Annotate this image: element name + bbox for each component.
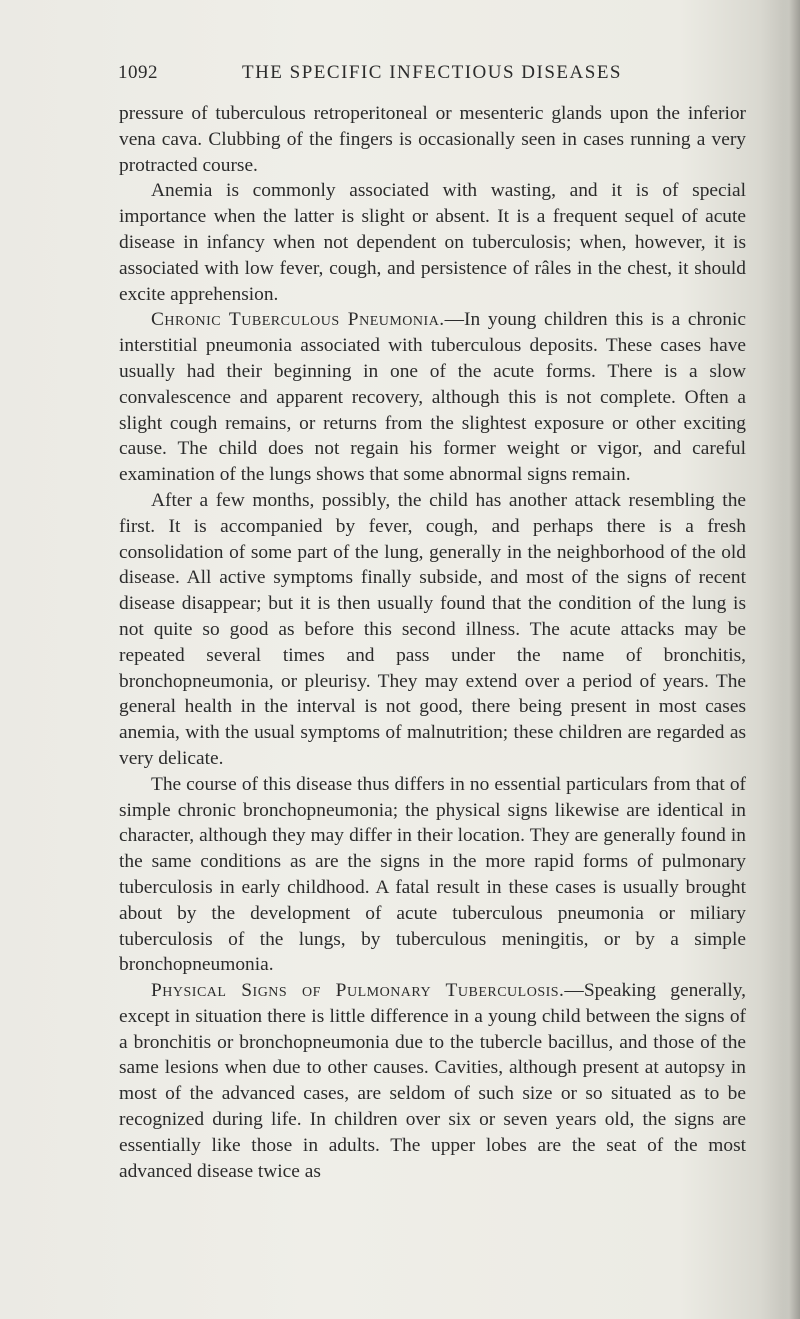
paragraph-text: After a few months, possibly, the child has another attack resembling the first. It is accompanied by fever, cough, and perhaps there is a fresh consolidation of some part of the lung, generally in the neighborhood of the old disease. All active symptoms finally subside, and most of the signs of recent disease disappear; but it is then usually found that the condition of the lung is not quite so good as before this second illness. The acute attacks may be repeated several times and pass under the name of bronchitis, bronchopneumonia, or pleurisy. They may extend over a period of years. The general health in the interval is not good, there being present in most cases anemia, with the usual symptoms of malnutrition; these children are regarded as very delicate. bbox=[119, 489, 746, 769]
page-header bbox=[118, 62, 746, 92]
paragraph-text: Anemia is commonly associated with wasting, and it is of special importance when the latter is slight or absent. It is a frequent sequel of acute disease in infancy when not dependent on tuberculosis; when, however, it is associated with low fever, cough, and persistence of râles in the chest, it should excite apprehension. bbox=[119, 180, 746, 305]
paragraph bbox=[119, 488, 746, 772]
paragraph-text: —Speaking generally, except in situation there is little difference in a young child between the signs of a bronchitis or bronchopneumonia due to the tubercle bacillus, and those of the same lesions when due to other causes. Cavities, although present at autopsy in most of the advanced cases, are seldom of such size or so situated as to be recognized during life. In children over six or seven years old, the signs are essentially like those in adults. The upper lobes are the seat of the most advanced disease twice as bbox=[119, 980, 746, 1182]
paragraph bbox=[119, 772, 746, 978]
paragraph bbox=[119, 978, 746, 1184]
paragraph bbox=[119, 101, 746, 178]
page-number: 1092 bbox=[118, 62, 158, 83]
paragraph-text: pressure of tuberculous retroperitoneal or mesenteric glands upon the inferior vena cava. Clubbing of the fingers is occasionally seen in cases running a very protracted course. bbox=[119, 103, 746, 176]
body-text bbox=[119, 101, 746, 1184]
running-head: THE SPECIFIC INFECTIOUS DISEASES bbox=[241, 62, 622, 83]
page-edge-shadow bbox=[778, 0, 800, 1319]
section-heading: Physical Signs of Pulmonary Tuberculosis. bbox=[151, 980, 565, 1002]
paragraph-text: The course of this disease thus differs in no essential particulars from that of simple chronic bronchopneumonia; the physical signs likewise are identical in character, although they may differ in their location. They are generally found in the same conditions as are the signs in the more rapid forms of pulmonary tuberculosis in early childhood. A fatal result in these cases is usually brought about by the development of acute tuberculous pneumonia or miliary tuberculosis of the lungs, by tuberculous meningitis, or by a simple bronchopneumonia. bbox=[119, 773, 746, 976]
paragraph bbox=[119, 307, 746, 488]
paragraph bbox=[119, 178, 746, 307]
section-heading: Chronic Tuberculous Pneumonia. bbox=[151, 309, 445, 331]
paragraph-text: —In young children this is a chronic interstitial pneumonia associated with tuberculous deposits. These cases have usually had their beginning in one of the acute forms. There is a slow convalescence and apparent recovery, although this is not complete. Often a slight cough remains, or returns from the slightest exposure or other exciting cause. The child does not regain his former weight or vigor, and careful examination of the lungs shows that some abnormal signs remain. bbox=[119, 309, 746, 486]
